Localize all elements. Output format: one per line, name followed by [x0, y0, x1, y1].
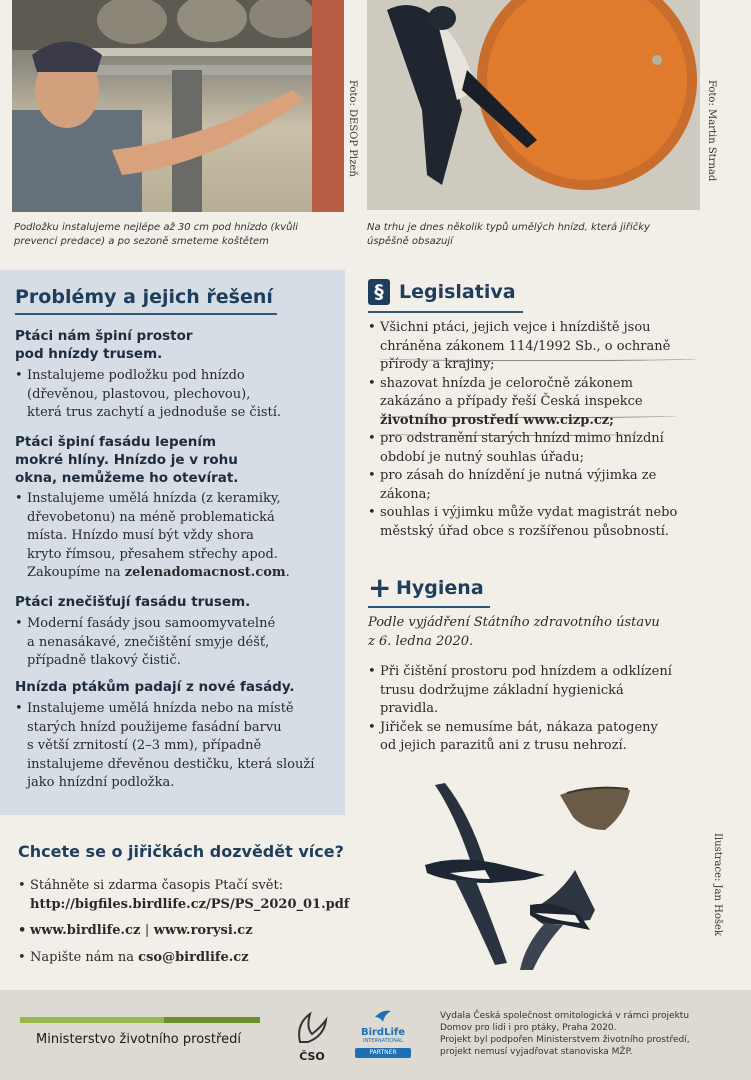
illustration-credit: Ilustrace: Jan Hošek: [712, 833, 723, 936]
text-line: životního prostředí www.cizp.cz;: [380, 412, 614, 428]
swallow-wing: [455, 879, 507, 965]
plus-icon: +: [368, 571, 392, 604]
hygiene-list: [368, 663, 728, 756]
hygiene-item: [368, 663, 728, 719]
problem-heading: [15, 433, 340, 487]
hygiene-header: [368, 571, 484, 604]
text-line: kryto římsou, přesahem střechy apod.: [27, 546, 278, 562]
text-line: projekt nemusí vyjadřovat stanoviska MŽP.: [440, 1047, 633, 1057]
legislation-item: [368, 375, 728, 431]
text-line: zákona;: [380, 486, 431, 502]
heading-line: Ptáci nám špiní prostor: [15, 328, 193, 344]
problems-title: Problémy a jejich řešení: [15, 286, 273, 308]
birdlife-label: BirdLife: [360, 1027, 406, 1038]
photo-credit-left: Foto: DESOP Plzeň: [347, 80, 358, 177]
photo-credit-right: Foto: Martin Strnad: [706, 80, 717, 182]
heading-line: Hnízda ptákům padají z nové fasády.: [15, 679, 295, 695]
cso-label: ČSO: [299, 1050, 325, 1063]
caption-right-line-2: úspěšně obsazují: [367, 236, 453, 247]
solution-text: [15, 490, 340, 583]
cso-logo: [292, 1010, 332, 1063]
problem-heading: [15, 593, 340, 611]
problem-item-3: [15, 593, 340, 671]
swallow-wing: [520, 923, 563, 970]
text-line: Domov pro lidi i pro ptáky, Praha 2020.: [440, 1023, 617, 1033]
pen-underline: [378, 430, 643, 436]
cso-bird-icon: [292, 1010, 332, 1046]
legislation-item: [368, 504, 728, 541]
more-info-list: [18, 877, 358, 967]
solution-list: [15, 490, 340, 583]
hygiene-title-underline: [368, 606, 490, 608]
text-line: • pro zásah do hnízdění je nutná výjimka ze: [380, 468, 657, 483]
more-info-title: Chcete se o jiřičkách dozvědět více?: [18, 842, 344, 861]
download-link[interactable]: http://bigfiles.birdlife.cz/PS/PS_2020_01.pdf: [30, 896, 350, 912]
caption-left-line-2: prevenci predace) a po sezoně smeteme koštětem: [14, 236, 269, 247]
write-text: Napište nám na: [30, 949, 139, 965]
mud-nest: [560, 787, 630, 830]
legislation-item: [368, 467, 728, 504]
text-line: dřevobetonu) na méně problematická: [27, 509, 275, 525]
problem-item-2: [15, 433, 340, 583]
pen-underline: [378, 355, 698, 361]
text-line: • shazovat hnízda je celoročně zákonem: [380, 375, 633, 391]
problems-title-underline: [15, 313, 277, 315]
solution-list: [15, 615, 340, 671]
text-line: • Jiřiček se nemusíme bát, nákaza patogeny: [380, 719, 658, 735]
legislation-title-underline: [368, 311, 523, 313]
birdlife-logo: [355, 1008, 411, 1058]
problem-item-1: [15, 327, 340, 423]
solution-text: [15, 615, 340, 671]
problem-item-4: [15, 678, 340, 793]
heading-line: Ptáci znečišťují fasádu trusem.: [15, 594, 251, 610]
text-line: přírody a krajiny;: [380, 357, 495, 372]
ministry-name: Ministerstvo životního prostředí: [36, 1032, 241, 1047]
text-line: od jejich parazitů ani z trusu nehrozí.: [380, 738, 627, 753]
problem-heading: [15, 327, 340, 363]
separator: |: [144, 923, 150, 938]
caption-right-line-1: Na trhu je dnes několik typů umělých hnízd, která jiřičky: [367, 222, 650, 233]
hygiene-section: [368, 571, 672, 753]
text-line: jako hnízdní podložka.: [27, 775, 175, 790]
hygiene-intro: [368, 614, 728, 651]
photo-swallow-nest: [367, 0, 700, 210]
more-info-item: [18, 877, 358, 914]
text-line: • Instalujeme podložku pod hnízdo: [27, 368, 245, 383]
problems-panel: [0, 270, 345, 815]
problem-heading: [15, 678, 340, 696]
caption-left-line-1: Podložku instalujeme nejlépe až 30 cm pod hnízdo (kvůli: [14, 222, 299, 233]
pen-underline: [378, 412, 678, 418]
more-info-item: [18, 949, 358, 968]
partner-badge: PARTNER: [355, 1048, 411, 1058]
paragraph-icon: §: [368, 279, 390, 305]
text-line-prefix: Zakoupíme na: [27, 565, 125, 580]
footer-info: [440, 1010, 740, 1058]
email-link[interactable]: cso@birdlife.cz: [138, 949, 249, 965]
text-line: Projekt byl podpořen Ministerstvem životního prostředí,: [440, 1035, 690, 1045]
text-line: pravidla.: [380, 701, 439, 716]
more-info-item: [18, 922, 358, 941]
text-line: místa. Hnízdo musí být vždy shora: [27, 528, 254, 543]
birdlife-bird-icon: [374, 1009, 392, 1023]
download-text: • Stáhněte si zdarma časopis Ptačí svět:: [30, 878, 284, 893]
hygiene-item: [368, 719, 728, 756]
caption-left: [14, 221, 349, 249]
heading-line: okna, nemůžeme ho otevírat.: [15, 470, 239, 486]
heading-line: Ptáci špiní fasádu lepením: [15, 434, 217, 450]
solution-text: [15, 367, 340, 423]
more-info-section: [18, 842, 358, 967]
legislation-section: [368, 279, 678, 539]
swallow-wing: [435, 783, 485, 863]
text-line: s větší zrnitostí (2–3 mm), případně: [27, 738, 262, 753]
legislation-header: [368, 279, 516, 305]
birdlife-link[interactable]: www.birdlife.cz: [30, 923, 141, 938]
legislation-title: Legislativa: [399, 281, 516, 303]
heading-line: mokré hlíny. Hnízdo je v rohu: [15, 452, 238, 468]
text-line: Vydala Česká společnost ornitologická v rámci projektu: [440, 1011, 690, 1021]
text-line: městský úřad obce s rozšířenou působností.: [380, 523, 670, 539]
text-line: • Moderní fasády jsou samoomyvatelné: [27, 616, 276, 631]
text-line: • Všichni ptáci, jejich vejce i hnízdiště jsou: [380, 320, 651, 335]
rorysi-link[interactable]: www.rorysi.cz: [153, 923, 253, 938]
heading-line: pod hnízdy trusem.: [15, 346, 163, 362]
shop-link[interactable]: zelenadomacnost.com: [124, 565, 286, 580]
footer: [0, 990, 751, 1080]
text-line: starých hnízd použijeme fasádní barvu: [27, 719, 282, 735]
text-line: chráněna zákonem 114/1992 Sb., o ochraně: [380, 338, 671, 354]
solution-list: [15, 367, 340, 423]
text-line: z 6. ledna 2020.: [368, 633, 474, 649]
legislation-item: [368, 319, 728, 375]
text-line-suffix: .: [285, 565, 290, 580]
text-line: • souhlas i výjimku může vydat magistrát nebo: [380, 505, 678, 520]
hygiene-title: Hygiena: [396, 577, 484, 599]
text-line: trusu dodržujme základní hygienická: [380, 682, 624, 698]
swallows-illustration: [415, 775, 705, 975]
solution-list: [15, 700, 340, 793]
birdlife-sub: INTERNATIONAL: [362, 1038, 404, 1044]
text-line: která trus zachytí a jednoduše se čistí.: [27, 405, 282, 420]
text-line: zakázáno a případy řeší Česká inspekce: [380, 394, 643, 409]
text-line: [27, 564, 340, 583]
solution-text: [15, 700, 340, 793]
text-line: (dřevěnou, plastovou, plechovou),: [27, 386, 251, 402]
text-line: období je nutný souhlas úřadu;: [380, 449, 584, 465]
ministry-color-bar: [20, 1017, 260, 1023]
text-line: Podle vyjádření Státního zdravotního ústavu: [368, 615, 660, 630]
text-line: • Při čištění prostoru pod hnízdem a odklízení: [380, 664, 672, 679]
text-line: • Instalujeme umělá hnízda nebo na místě: [27, 701, 294, 716]
text-line: instalujeme dřevěnou destičku, která slouží: [27, 756, 315, 772]
photo-man-installing-board: [12, 0, 344, 212]
text-line: • Instalujeme umělá hnízda (z keramiky,: [27, 491, 281, 506]
text-line: případně tlakový čistič.: [27, 653, 181, 668]
text-line: • pro odstranění starých hnízd mimo hnízdní: [380, 431, 664, 446]
caption-right: [367, 221, 707, 249]
text-line: a nenasákavé, znečištění smyje déšť,: [27, 634, 270, 650]
